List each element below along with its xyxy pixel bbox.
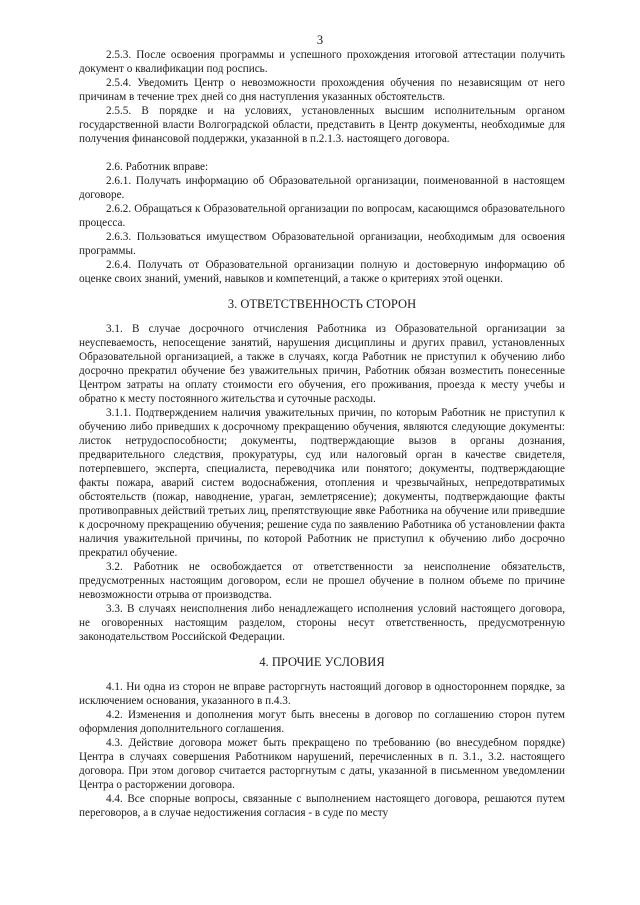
clause-2-6-3: 2.6.3. Пользоваться имуществом Образовательной организации, необходимым для освоения программы.	[79, 231, 565, 257]
clause-2-6-4: 2.6.4. Получать от Образовательной организации полную и достоверную информацию об оценке своих знаний, умений, навыков и компетенций, а также о критериях этой оценки.	[79, 259, 565, 285]
clause-4-2: 4.2. Изменения и дополнения могут быть внесены в договор по соглашению сторон путем оформления дополнительного соглашения.	[79, 709, 565, 735]
section-3	[79, 322, 565, 644]
clause-3-1: 3.1. В случае досрочного отчисления Работника из Образовательной организации за неуспеваемость, непосещение занятий, нарушения дисциплины и других правил, установленных Образовательной организацией, а также в случаях, когда Работник не приступил к обучению либо досрочно прекратил обучение без уважительных причин, Работник обязан возместить понесенные Центром затраты на оплату стоимости его обучения, его проживания, проезда к месту учебы и обратно к месту постоянного жительства и суточные расходы.	[79, 323, 565, 405]
clause-3-1-1: 3.1.1. Подтверждением наличия уважительных причин, по которым Работник не приступил к обучению либо приведших к досрочному прекращению обучения, являются следующие документы: листок нетрудоспособности; документы, подтверждающие вызов в органы дознания, предварительного следствия, прокуратуры, суд или налоговый орган в качестве свидетеля, потерпевшего, эксперта, специалиста, переводчика или понятого; документы, подтверждающие факты пожара, аварий систем водоснабжения, отопления и чрезвычайных, непредотвратимых обстоятельств (пожар, наводнение, ураган, землетрясение); документы, подтверждающие факты противоправных действий третьих лиц, препятствующие явке Работника на обучение или приведшие к досрочному прекращению обучения; решение суда по заявлению Работника об установлении факта наличия уважительной причины, по которой Работник не приступил к обучению либо досрочно прекратил обучение.	[79, 407, 565, 559]
page-number: 3	[316, 33, 324, 47]
clause-4-4: 4.4. Все спорные вопросы, связанные с выполнением настоящего договора, решаются путем переговоров, а в случае недостижения согласия - в суде по месту	[79, 793, 565, 819]
section-3-title: 3. ОТВЕТСТВЕННОСТЬ СТОРОН	[227, 297, 417, 311]
clause-2-6-2: 2.6.2. Обращаться к Образовательной организации по вопросам, касающимся образовательного процесса.	[79, 203, 565, 229]
clause-2-5-3: 2.5.3. После освоения программы и успешного прохождения итоговой аттестации получить документ о квалификации под роспись.	[79, 49, 565, 75]
clause-3-2: 3.2. Работник не освобождается от ответственности за неисполнение обязательств, предусмотренных настоящим договором, если не прошел обучение в полном объеме по причине невозможности отрыва от производства.	[79, 561, 565, 601]
clause-2-6: 2.6. Работник вправе:	[106, 161, 209, 173]
clause-group-2-6	[79, 160, 565, 286]
clause-2-5-4: 2.5.4. Уведомить Центр о невозможности прохождения обучения по независящим от него причинам в течение трех дней со дня наступления указанных обстоятельств.	[79, 77, 565, 103]
clause-3-3: 3.3. В случаях неисполнения либо ненадлежащего исполнения условий настоящего договора, не оговоренных настоящим разделом, стороны несут ответственность, предусмотренную законодательством Российской Федерации.	[79, 603, 565, 643]
clause-2-6-1: 2.6.1. Получать информацию об Образовательной организации, поименованной в настоящем договоре.	[79, 175, 565, 201]
section-4-title: 4. ПРОЧИЕ УСЛОВИЯ	[259, 655, 385, 669]
clause-2-5-5: 2.5.5. В порядке и на условиях, установленных высшим исполнительным органом государственной власти Волгоградской области, представить в Центр документы, необходимые для получения финансовой поддержки, указанной в п.2.1.3. настоящего договора.	[79, 105, 565, 145]
clause-group-2-5	[79, 48, 565, 146]
clause-4-3: 4.3. Действие договора может быть прекращено по требованию (во внесудебном порядке) Центра в случаях совершения Работником нарушений, перечисленных в п. 3.1., 3.2. настоящего договора. При этом договор считается расторгнутым с даты, указанной в письменном уведомлении Центра о расторжении договора.	[79, 737, 565, 791]
section-4	[79, 680, 565, 820]
clause-4-1: 4.1. Ни одна из сторон не вправе расторгнуть настоящий договор в одностороннем порядке, за исключением основания, указанного в п.4.3.	[79, 681, 565, 707]
document-body	[79, 48, 565, 820]
